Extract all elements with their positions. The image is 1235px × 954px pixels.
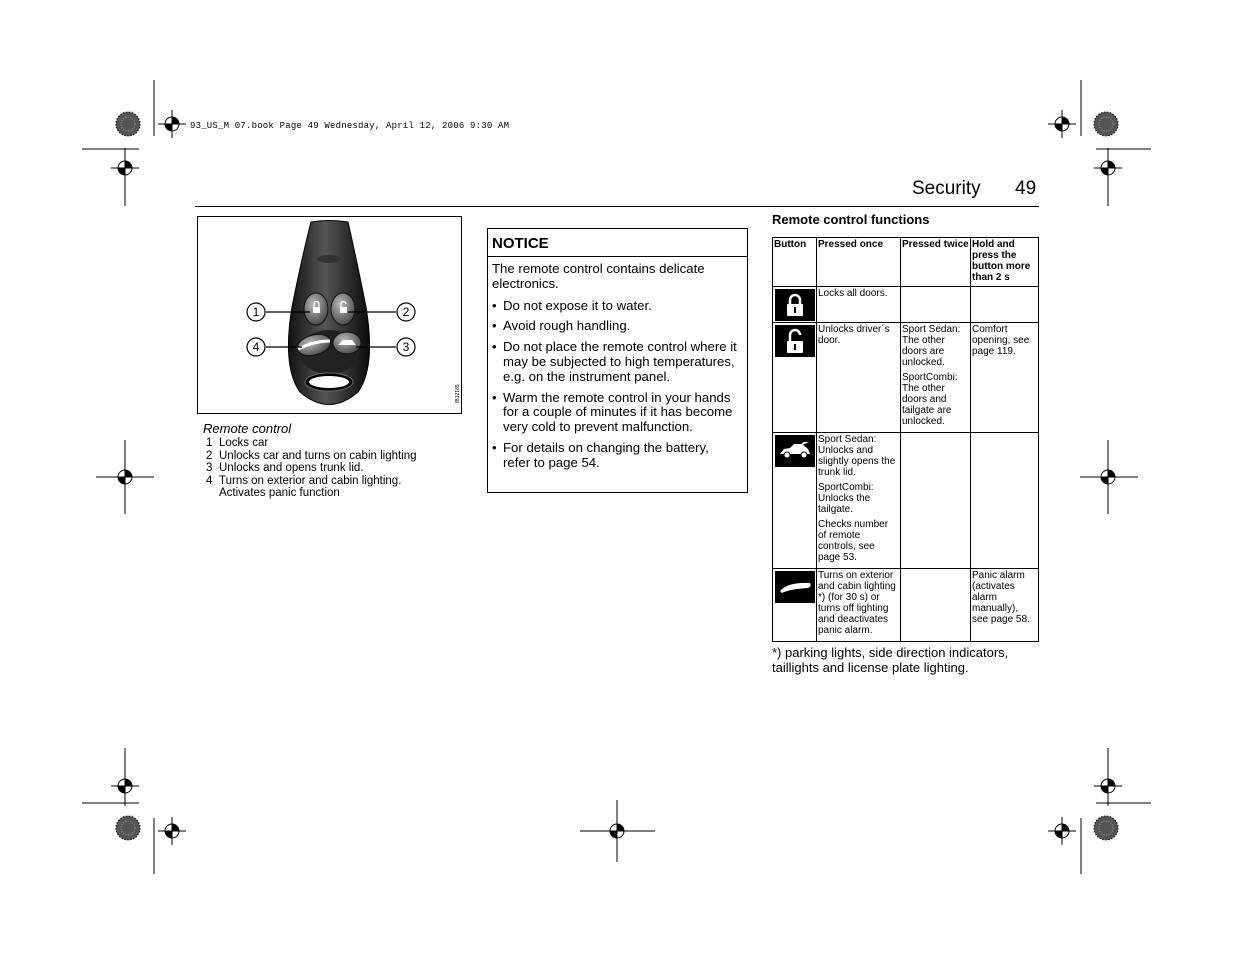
legend-item: 1 Locks car: [206, 437, 269, 449]
cell-text: Locks all doors.: [818, 288, 888, 299]
lock-closed-icon: [775, 289, 815, 321]
legend-item: 3 Unlocks and opens trunk lid.: [206, 462, 364, 475]
panic-bar-icon: [775, 571, 815, 603]
remote-functions-table: [772, 237, 1039, 642]
notice-bullet: • Do not place the remote control where it may be subjected to high temperatures, e.g. on the instrument panel.: [492, 340, 739, 384]
cell-text: SportCombi: Unlocks the tailgate.: [818, 482, 874, 515]
legend-item: 2 Unlocks car and turns on cabin lighting: [206, 449, 417, 462]
header-hold: Hold and press the button more than 2 s: [971, 238, 1039, 287]
cell-text: Panic alarm (activates alarm manually), see page 58.: [972, 570, 1030, 625]
callout-4: 4: [252, 340, 260, 354]
page-number: 49: [1015, 178, 1037, 199]
figure-legend: [206, 437, 424, 500]
footnote: *) parking lights, side direction indicators, taillights and license plate lighting.: [772, 645, 1009, 675]
lock-open-icon: [775, 325, 815, 357]
legend-item: 4 Turns on exterior and cabin lighting. Activates panic function: [206, 474, 402, 500]
notice-bullet: • For details on changing the battery, refer to page 54.: [492, 441, 739, 471]
notice-bullet: • Warm the remote control in your hands for a couple of minutes if it has become very cold to prevent malfunction.: [492, 391, 739, 435]
header-pressed-twice: Pressed twice: [901, 238, 971, 287]
figure-caption: Remote control: [203, 421, 292, 436]
image-code: IB12185: [455, 384, 461, 403]
notice-intro: The remote control contains delicate electronics.: [492, 261, 705, 291]
notice-bullet: • Avoid rough handling.: [492, 319, 739, 334]
header-button: Button: [773, 238, 817, 287]
cell-text: Checks number of remote controls, see page 53.: [818, 519, 889, 563]
header-rule: [195, 206, 1039, 207]
print-info: 93_US_M 07.book Page 49 Wednesday, April 12, 2006 9:30 AM: [190, 121, 510, 131]
table-row: [773, 287, 1039, 323]
cell-text: Unlocks driver´s door.: [818, 324, 890, 346]
table-header-row: [773, 238, 1039, 287]
callout-1: 1: [252, 305, 260, 319]
table-row: [773, 433, 1039, 569]
table-row: [773, 569, 1039, 642]
remote-control-figure: [197, 216, 462, 414]
cell-text: Sport Sedan: The other doors are unlocked.: [902, 324, 961, 368]
table-row: [773, 323, 1039, 433]
callout-2: 2: [402, 305, 410, 319]
car-trunk-icon: [775, 435, 815, 467]
notice-box: [487, 228, 748, 493]
table-title: Remote control functions: [772, 212, 930, 227]
remote-key-fob-illustration: [198, 217, 461, 413]
header-pressed-once: Pressed once: [817, 238, 901, 287]
section-title: Security: [912, 178, 981, 199]
notice-bullet: • Do not expose it to water.: [492, 299, 739, 314]
notice-bullets: [492, 299, 739, 471]
callout-3: 3: [402, 340, 410, 354]
notice-title: NOTICE: [488, 229, 747, 257]
cell-text: SportCombi: The other doors and tailgate are unlocked.: [902, 372, 958, 427]
cell-text: Comfort opening, see page 119.: [972, 324, 1030, 357]
cell-text: Turns on exterior and cabin lighting *) (for 30 s) or turns off lighting and deactivates panic alarm.: [818, 570, 896, 636]
cell-text: Sport Sedan: Unlocks and slightly opens the trunk lid.: [818, 434, 896, 478]
